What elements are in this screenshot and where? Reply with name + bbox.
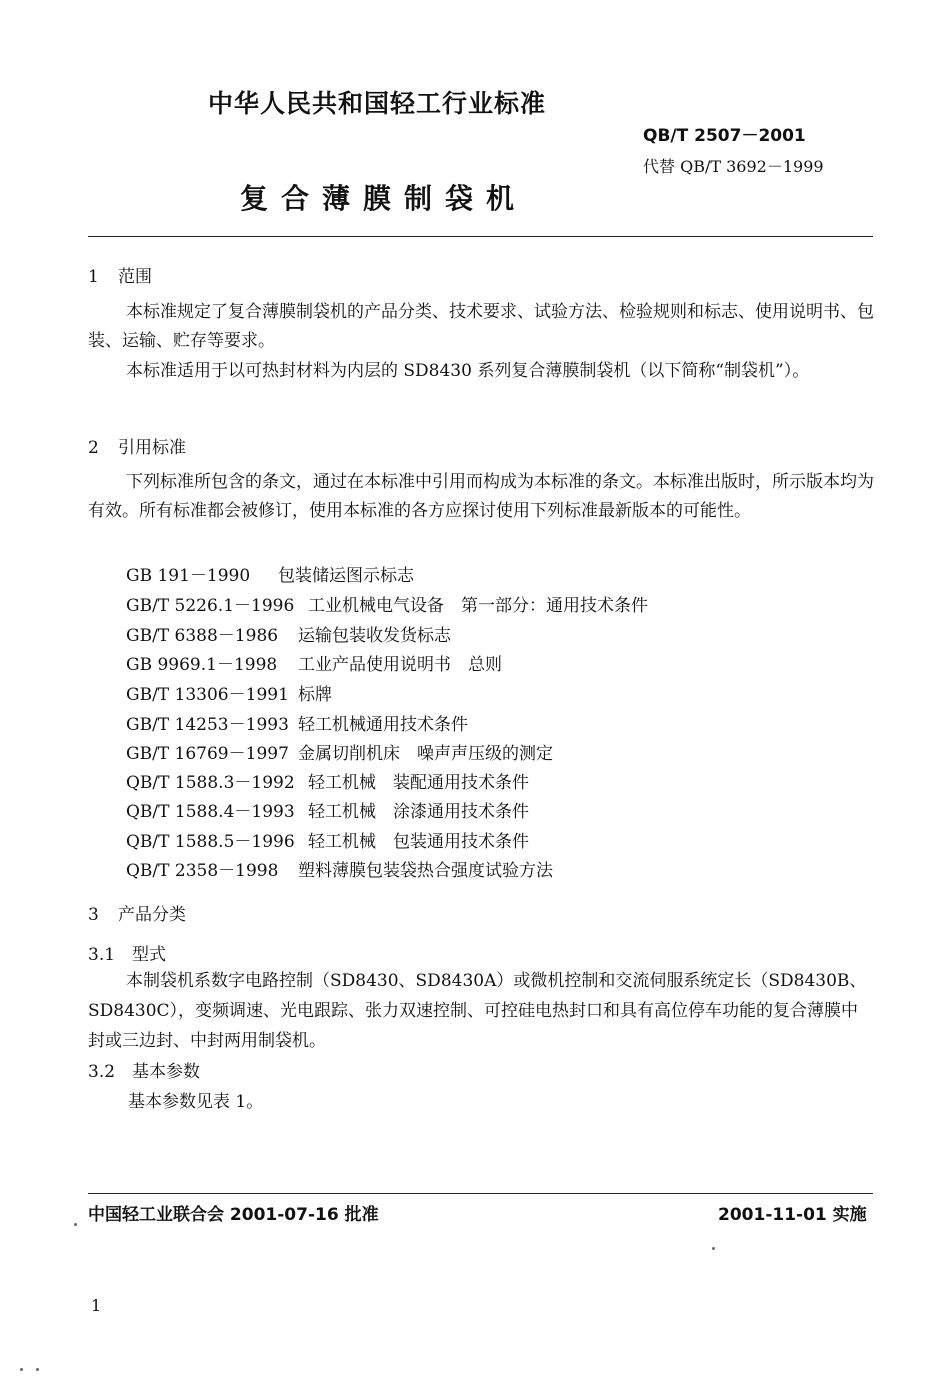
reference-name: 轻工机械 装配通用技术条件 xyxy=(308,773,529,793)
reference-code: QB/T 2358－1998 xyxy=(126,861,279,881)
reference-code: GB/T 6388－1986 xyxy=(126,626,279,646)
reference-item xyxy=(126,797,529,822)
reference-name: 塑料薄膜包装袋热合强度试验方法 xyxy=(298,861,553,881)
section-3-1-title: 型式 xyxy=(132,945,166,965)
approval-line: 中国轻工业联合会 2001-07-16 批准 xyxy=(88,1205,379,1225)
reference-code: GB/T 14253－1993 xyxy=(126,715,289,735)
scan-speck xyxy=(36,1368,39,1371)
reference-code: QB/T 1588.5－1996 xyxy=(126,832,295,852)
reference-item xyxy=(126,621,451,646)
footer-divider xyxy=(88,1193,873,1194)
reference-name: 标牌 xyxy=(298,685,332,705)
section-3-2-heading xyxy=(88,1057,200,1082)
section-2-number: 2 xyxy=(88,438,99,458)
document-title: 复合薄膜制袋机 xyxy=(240,182,528,215)
reference-name: 轻工机械 包装通用技术条件 xyxy=(308,832,529,852)
section-1-paragraph-1: 本标准规定了复合薄膜制袋机的产品分类、技术要求、试验方法、检验规则和标志、使用说明书、包装、运输、贮存等要求。 xyxy=(88,302,874,351)
standard-code: QB/T 2507－2001 xyxy=(643,126,806,146)
reference-code: QB/T 1588.3－1992 xyxy=(126,773,295,793)
reference-item xyxy=(126,710,468,735)
reference-name: 轻工机械通用技术条件 xyxy=(298,715,468,735)
replaces-standard: 代替 QB/T 3692－1999 xyxy=(643,157,824,176)
reference-item xyxy=(126,561,414,586)
reference-code: GB/T 16769－1997 xyxy=(126,744,289,764)
scan-speck xyxy=(74,1223,77,1226)
issuing-body-heading: 中华人民共和国轻工行业标准 xyxy=(208,89,547,118)
section-3-heading xyxy=(88,900,186,925)
implementation-date: 2001-11-01 实施 xyxy=(718,1205,867,1225)
section-2-heading xyxy=(88,433,186,458)
reference-code: GB/T 13306－1991 xyxy=(126,685,289,705)
page-number: 1 xyxy=(91,1296,102,1315)
scan-speck xyxy=(712,1247,715,1250)
section-3-1-heading xyxy=(88,940,166,965)
reference-item xyxy=(126,768,529,793)
reference-item xyxy=(126,827,529,852)
section-3-1-paragraph: 本制袋机系数字电路控制（SD8430、SD8430A）或微机控制和交流伺服系统定长（SD8430B、SD8430C），变频调速、光电跟踪、张力双速控制、可控硅电热封口和具有高位停车功能的复合薄膜中封或三边封、中封两用制袋机。 xyxy=(88,971,867,1051)
section-2-paragraph: 下列标准所包含的条文，通过在本标准中引用而构成为本标准的条文。本标准出版时，所示版本均为有效。所有标准都会被修订，使用本标准的各方应探讨使用下列标准最新版本的可能性。 xyxy=(88,472,874,521)
reference-name: 包装储运图示标志 xyxy=(278,566,414,586)
reference-item xyxy=(126,739,553,764)
reference-name: 金属切削机床 噪声声压级的测定 xyxy=(298,744,553,764)
section-1-title: 范围 xyxy=(118,267,152,287)
section-1-paragraph-2: 本标准适用于以可热封材料为内层的 SD8430 系列复合薄膜制袋机（以下简称“制袋机”）。 xyxy=(126,361,810,381)
section-3-2-number: 3.2 xyxy=(88,1062,116,1082)
reference-item xyxy=(126,650,502,675)
header-divider xyxy=(88,236,873,237)
reference-name: 工业产品使用说明书 总则 xyxy=(298,655,502,675)
section-3-1-number: 3.1 xyxy=(88,945,116,965)
reference-item xyxy=(126,856,553,881)
section-3-number: 3 xyxy=(88,905,99,925)
section-1-number: 1 xyxy=(88,267,99,287)
reference-code: GB 9969.1－1998 xyxy=(126,655,278,675)
section-3-2-paragraph: 基本参数见表 1。 xyxy=(128,1092,264,1112)
scan-speck xyxy=(20,1368,23,1371)
reference-item xyxy=(126,680,332,705)
reference-name: 运输包装收发货标志 xyxy=(298,626,451,646)
reference-item xyxy=(126,591,648,616)
section-1-heading xyxy=(88,262,152,287)
reference-name: 轻工机械 涂漆通用技术条件 xyxy=(308,802,529,822)
reference-code: GB 191－1990 xyxy=(126,566,251,586)
section-2-title: 引用标准 xyxy=(118,438,186,458)
reference-code: GB/T 5226.1－1996 xyxy=(126,596,295,616)
reference-name: 工业机械电气设备 第一部分：通用技术条件 xyxy=(308,596,648,616)
reference-code: QB/T 1588.4－1993 xyxy=(126,802,295,822)
section-3-2-title: 基本参数 xyxy=(132,1062,200,1082)
section-3-title: 产品分类 xyxy=(118,905,186,925)
